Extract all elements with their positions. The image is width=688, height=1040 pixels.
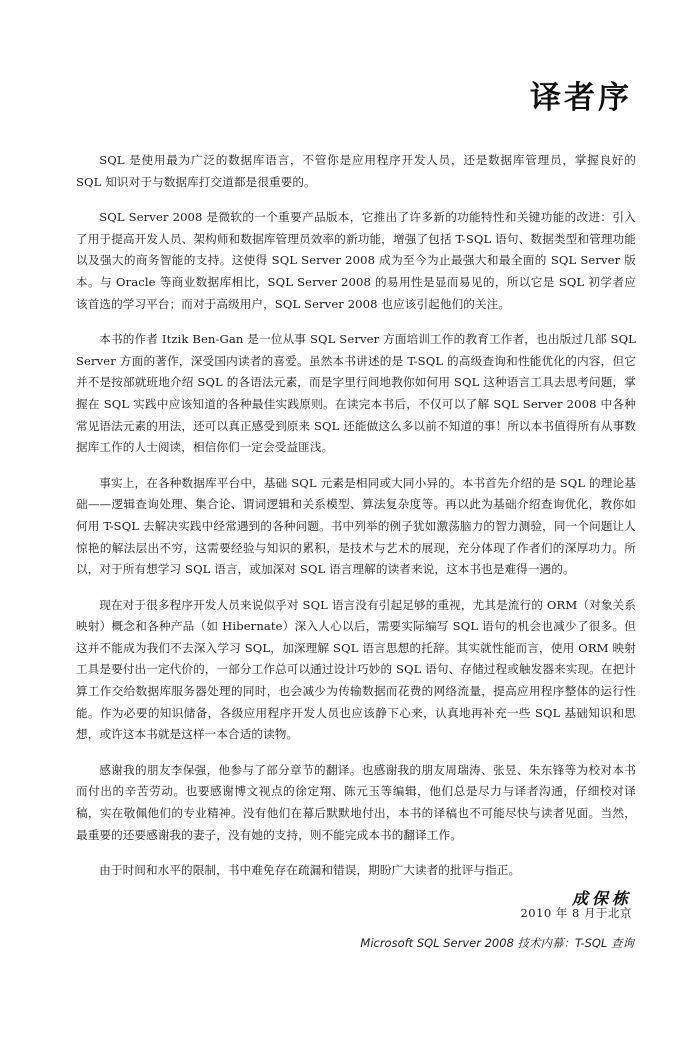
translator-signature: 成保栋	[571, 889, 632, 908]
paragraph-6: 感谢我的朋友李保强，他参与了部分章节的翻译。也感谢我的朋友周瑞涛、张昱、朱东锋等为校对本书而付出的辛苦劳动。也要感谢博文视点的徐定翔、陈元玉等编辑，他们总是尽力与译者沟通，仔细校对译稿，实在敬佩他们的专业精神。没有他们在幕后默默地付出，本书的译稿也不可能尽快与读者见面。当然，最重要的还要感谢我的妻子，没有她的支持，则不能完成本书的翻译工作。	[76, 762, 636, 842]
paragraph-1: SQL 是使用最为广泛的数据库语言，不管你是应用程序开发人员，还是数据库管理员，掌握良好的 SQL 知识对于与数据库打交道都是很重要的。	[76, 153, 636, 189]
paragraph-5: 现在对于很多程序开发人员来说似乎对 SQL 语言没有引起足够的重视，尤其是流行的 ORM（对象关系映射）概念和各种产品（如 Hibernate）深入人心以后，需要实际编写 SQL 语句的机会也减少了很多。但这并不能成为我们不去深入学习 SQL，加深理解 SQL 语言思想的托辞。其实就性能而言，使用 ORM 映射工具是要付出一定代价的，一部分工作总可以通过设计巧妙的 SQL 语句、存储过程或触发器来实现。在把计算工作交给数据库服务器处理的同时，也会减少为传输数据而花费的网络流量，提高应用程序整体的运行性能。作为必要的知识储备，各级应用程序开发人员也应该静下心来，认真地再补充一些 SQL 基础知识和思想，或许这本书就是这样一本合适的读物。	[76, 597, 636, 742]
paragraph-2: SQL Server 2008 是微软的一个重要产品版本，它推出了许多新的功能特性和关键功能的改进：引入了用于提高开发人员、架构师和数据库管理员效率的新功能，增强了包括 T-SQL 语句、数据类型和管理功能以及强大的商务智能的支持。这使得 SQL Server 2008 成为至今为止最强大和最全面的 SQL Server 版本。与 Oracle 等商业数据库相比，SQL Server 2008 的易用性是显而易见的，所以它是 SQL 初学者应该首选的学习平台；而对于高级用户，SQL Server 2008 也应该引起他们的关注。	[76, 210, 636, 311]
paragraph-7: 由于时间和水平的限制，书中难免存在疏漏和错误，期盼广大读者的批评与指正。	[99, 863, 521, 878]
page-title: 译者序	[530, 80, 632, 116]
paragraph-3: 本书的作者 Itzik Ben-Gan 是一位从事 SQL Server 方面培训工作的教育工作者，也出版过几部 SQL Server 方面的著作，深受国内读者的喜爱。虽然本书讲述的是 T-SQL 的高级查询和性能优化的内容，但它并不是按部就班地介绍 SQL 的各语法元素，而是字里行间地教你如何用 SQL 这种语言工具去思考问题，掌握在 SQL 实践中应该知道的各种最佳实践原则。在读完本书后，不仅可以了解 SQL Server 2008 中各种常见语法元素的用法，还可以真正感受到原来 SQL 还能做这么多以前不知道的事！所以本书值得所有从事数据库工作的人士阅读，相信你们一定会受益匪浅。	[76, 332, 636, 455]
preface-body	[76, 150, 636, 896]
date-line: 2010 年 8 月于北京	[520, 906, 632, 920]
running-footer: Microsoft SQL Server 2008 技术内幕：T-SQL 查询	[360, 936, 634, 950]
paragraph-4: 事实上，在各种数据库平台中，基础 SQL 元素是相同或大同小异的。本书首先介绍的是 SQL 的理论基础——逻辑查询处理、集合论、谓词逻辑和关系模型、算法复杂度等。再以此为基础介绍查询优化，教你如何用 T-SQL 去解决实践中经常遇到的各种问题。书中列举的例子犹如激荡脑力的智力测验，同一个问题让人惊艳的解法层出不穷，这需要经验与知识的累积，是技术与艺术的展现，充分体现了作者们的深厚功力。所以，对于所有想学习 SQL 语言，或加深对 SQL 语言理解的读者来说，这本书也是难得一遇的。	[76, 475, 636, 577]
